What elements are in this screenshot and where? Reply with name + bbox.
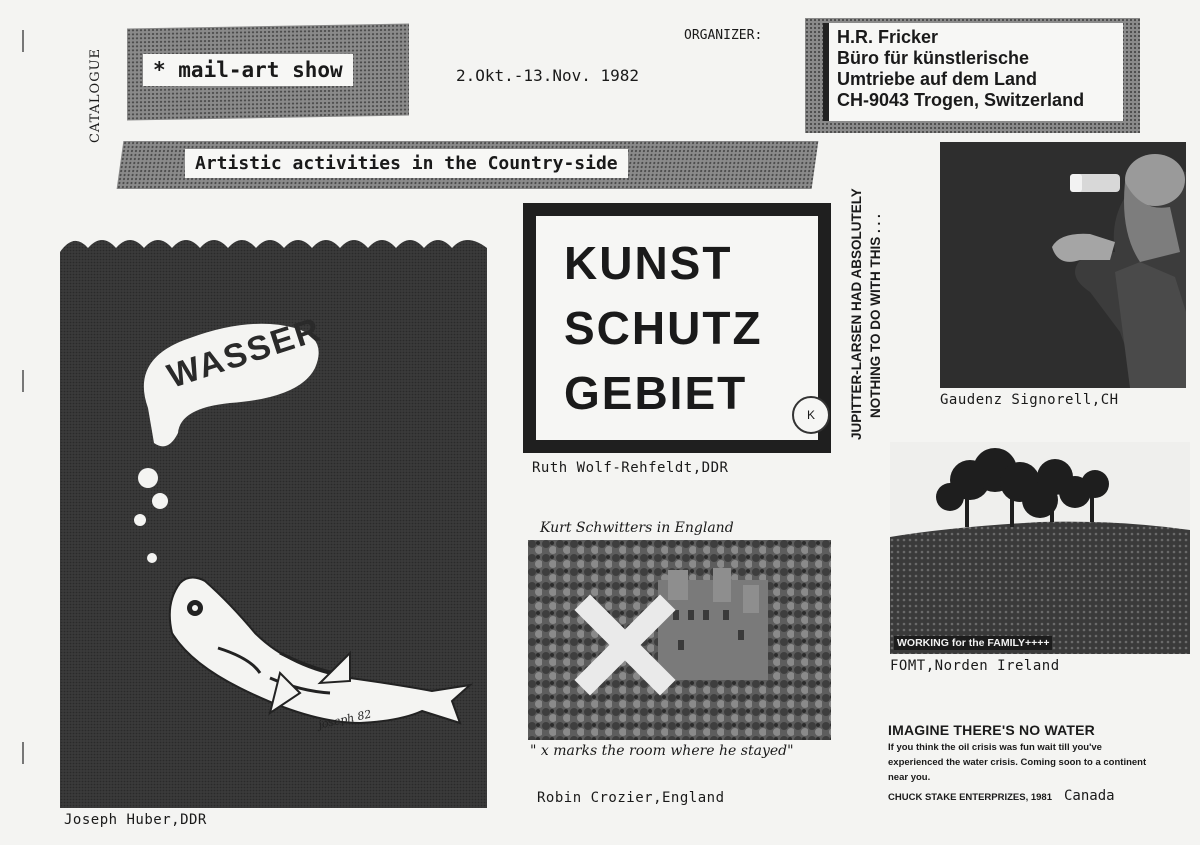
organizer-line: Büro für künstlerische <box>837 48 1030 68</box>
fomt-photo <box>890 442 1190 654</box>
crozier-handwritten-bottom: " x marks the room where he stayed" <box>530 743 794 759</box>
crozier-handwritten-top: Kurt Schwitters in England <box>540 520 734 536</box>
catalogue-label: CATALOGUE <box>88 47 104 144</box>
organizer-line: Umtriebe auf dem Land <box>837 69 1038 89</box>
larsen-line-1: JUPITTER-LARSEN HAD ABSOLUTELY <box>849 188 864 440</box>
wolf-line-2: SCHUTZ <box>564 302 763 354</box>
crozier-photo <box>528 540 831 740</box>
stake-body-line: experienced the water crisis. Coming soon to a continent <box>888 757 1147 768</box>
stake-headline: IMAGINE THERE'S NO WATER <box>888 722 1095 738</box>
organizer-address <box>823 23 1123 121</box>
huber-signature: joseph 82 <box>317 707 373 732</box>
signorell-photo <box>940 142 1186 388</box>
wolf-artwork <box>523 203 831 453</box>
huber-artwork-text: WASSER <box>162 310 327 396</box>
crozier-caption: Robin Crozier,England <box>537 790 725 806</box>
fomt-overlay: WORKING for the FAMILY++++ <box>894 636 1052 650</box>
stake-body-line: If you think the oil crisis was fun wait till you've <box>888 742 1102 753</box>
wolf-line-1: KUNST <box>564 237 733 289</box>
organizer-line: CH-9043 Trogen, Switzerland <box>837 90 1085 110</box>
wolf-line-3: GEBIET <box>564 367 748 419</box>
wolf-stamp <box>792 396 830 434</box>
show-title: * mail-art show <box>143 54 353 86</box>
stake-body-line: near you. <box>888 772 931 783</box>
margin-mark <box>22 30 24 52</box>
stake-block <box>888 722 1200 804</box>
larsen-text <box>847 188 885 440</box>
organizer-name: H.R. Fricker <box>837 27 939 47</box>
huber-artwork <box>60 228 487 808</box>
signorell-caption: Gaudenz Signorell,CH <box>940 392 1119 408</box>
stake-country: Canada <box>1064 788 1115 804</box>
margin-mark <box>22 370 24 392</box>
stake-credit: CHUCK STAKE ENTERPRIZES, 1981 <box>888 792 1052 803</box>
margin-mark <box>22 742 24 764</box>
fomt-caption: FOMT,Norden Ireland <box>890 658 1060 674</box>
wolf-stamp-text: K <box>806 408 815 422</box>
huber-caption: Joseph Huber,DDR <box>64 812 207 828</box>
subtitle: Artistic activities in the Country-side <box>185 149 628 178</box>
show-dates: 2.Okt.-13.Nov. 1982 <box>456 66 640 85</box>
larsen-line-2: NOTHING TO DO WITH THIS . . . <box>868 214 883 418</box>
organizer-label: ORGANIZER: <box>684 28 763 43</box>
wolf-caption: Ruth Wolf-Rehfeldt,DDR <box>532 460 729 476</box>
